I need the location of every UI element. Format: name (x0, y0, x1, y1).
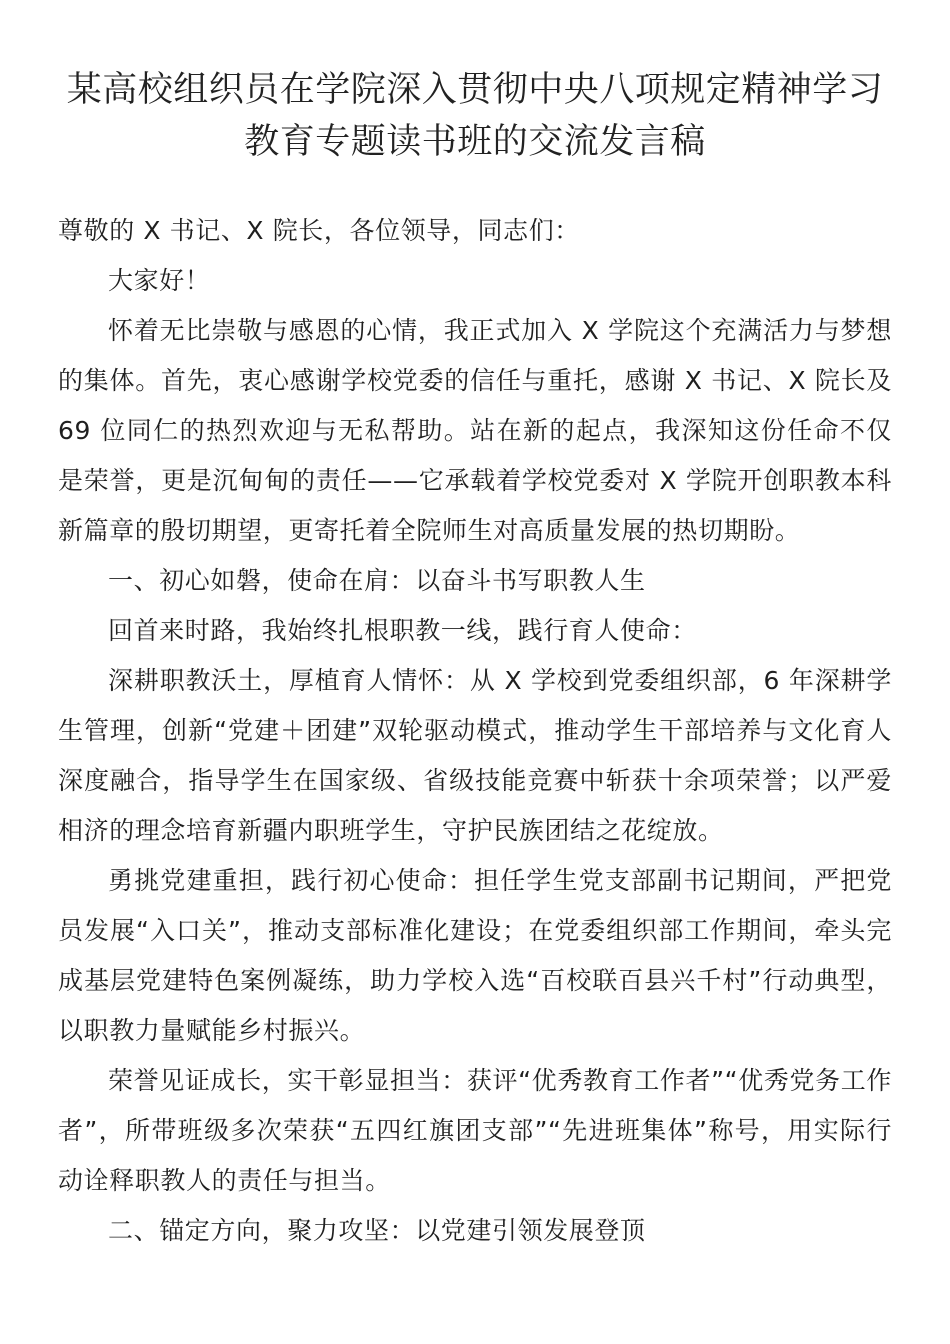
document-page (58, 64, 892, 1256)
greeting: 大家好！ (108, 266, 211, 295)
section-heading-1: 一、初心如磐，使命在肩：以奋斗书写职教人生 (108, 566, 646, 595)
salutation: 尊敬的 X 书记、X 院长，各位领导，同志们： (58, 216, 580, 245)
title-line-1: 某高校组织员在学院深入贯彻中央八项规定精神学习 (66, 70, 884, 110)
document-body (58, 206, 892, 1256)
paragraph-lead: 回首来时路，我始终扎根职教一线，践行育人使命： (108, 616, 697, 645)
paragraph-honors: 荣誉见证成长，实干彰显担当：获评“优秀教育工作者”“优秀党务工作者”，所带班级多次荣获“五四红旗团支部”“先进班集体”称号，用实际行动诠释职教人的责任与担当。 (58, 1066, 892, 1195)
section-heading-2: 二、锚定方向，聚力攻坚：以党建引领发展登顶 (108, 1216, 646, 1245)
paragraph-party-building: 勇挑党建重担，践行初心使命：担任学生党支部副书记期间，严把党员发展“入口关”，推动支部标准化建设；在党委组织部工作期间，牵头完成基层党建特色案例凝练，助力学校入选“百校联百县兴千村”行动典型，以职教力量赋能乡村振兴。 (58, 866, 892, 1045)
paragraph-intro: 怀着无比崇敬与感恩的心情，我正式加入 X 学院这个充满活力与梦想的集体。首先，衷心感谢学校党委的信任与重托，感谢 X 书记、X 院长及 69 位同仁的热烈欢迎与无私帮助。站在新的起点，我深知这份任命不仅是荣誉，更是沉甸甸的责任——它承载着学校党委对 X 学院开创职教本科新篇章的殷切期望，更寄托着全院师生对高质量发展的热切期盼。 (58, 316, 892, 545)
title-line-2: 教育专题读书班的交流发言稿 (244, 122, 706, 162)
paragraph-vocational: 深耕职教沃土，厚植育人情怀：从 X 学校到党委组织部，6 年深耕学生管理，创新“党建＋团建”双轮驱动模式，推动学生干部培养与文化育人深度融合，指导学生在国家级、省级技能竞赛中斩获十余项荣誉；以严爱相济的理念培育新疆内职班学生，守护民族团结之花绽放。 (58, 666, 892, 845)
document-title (58, 64, 892, 168)
